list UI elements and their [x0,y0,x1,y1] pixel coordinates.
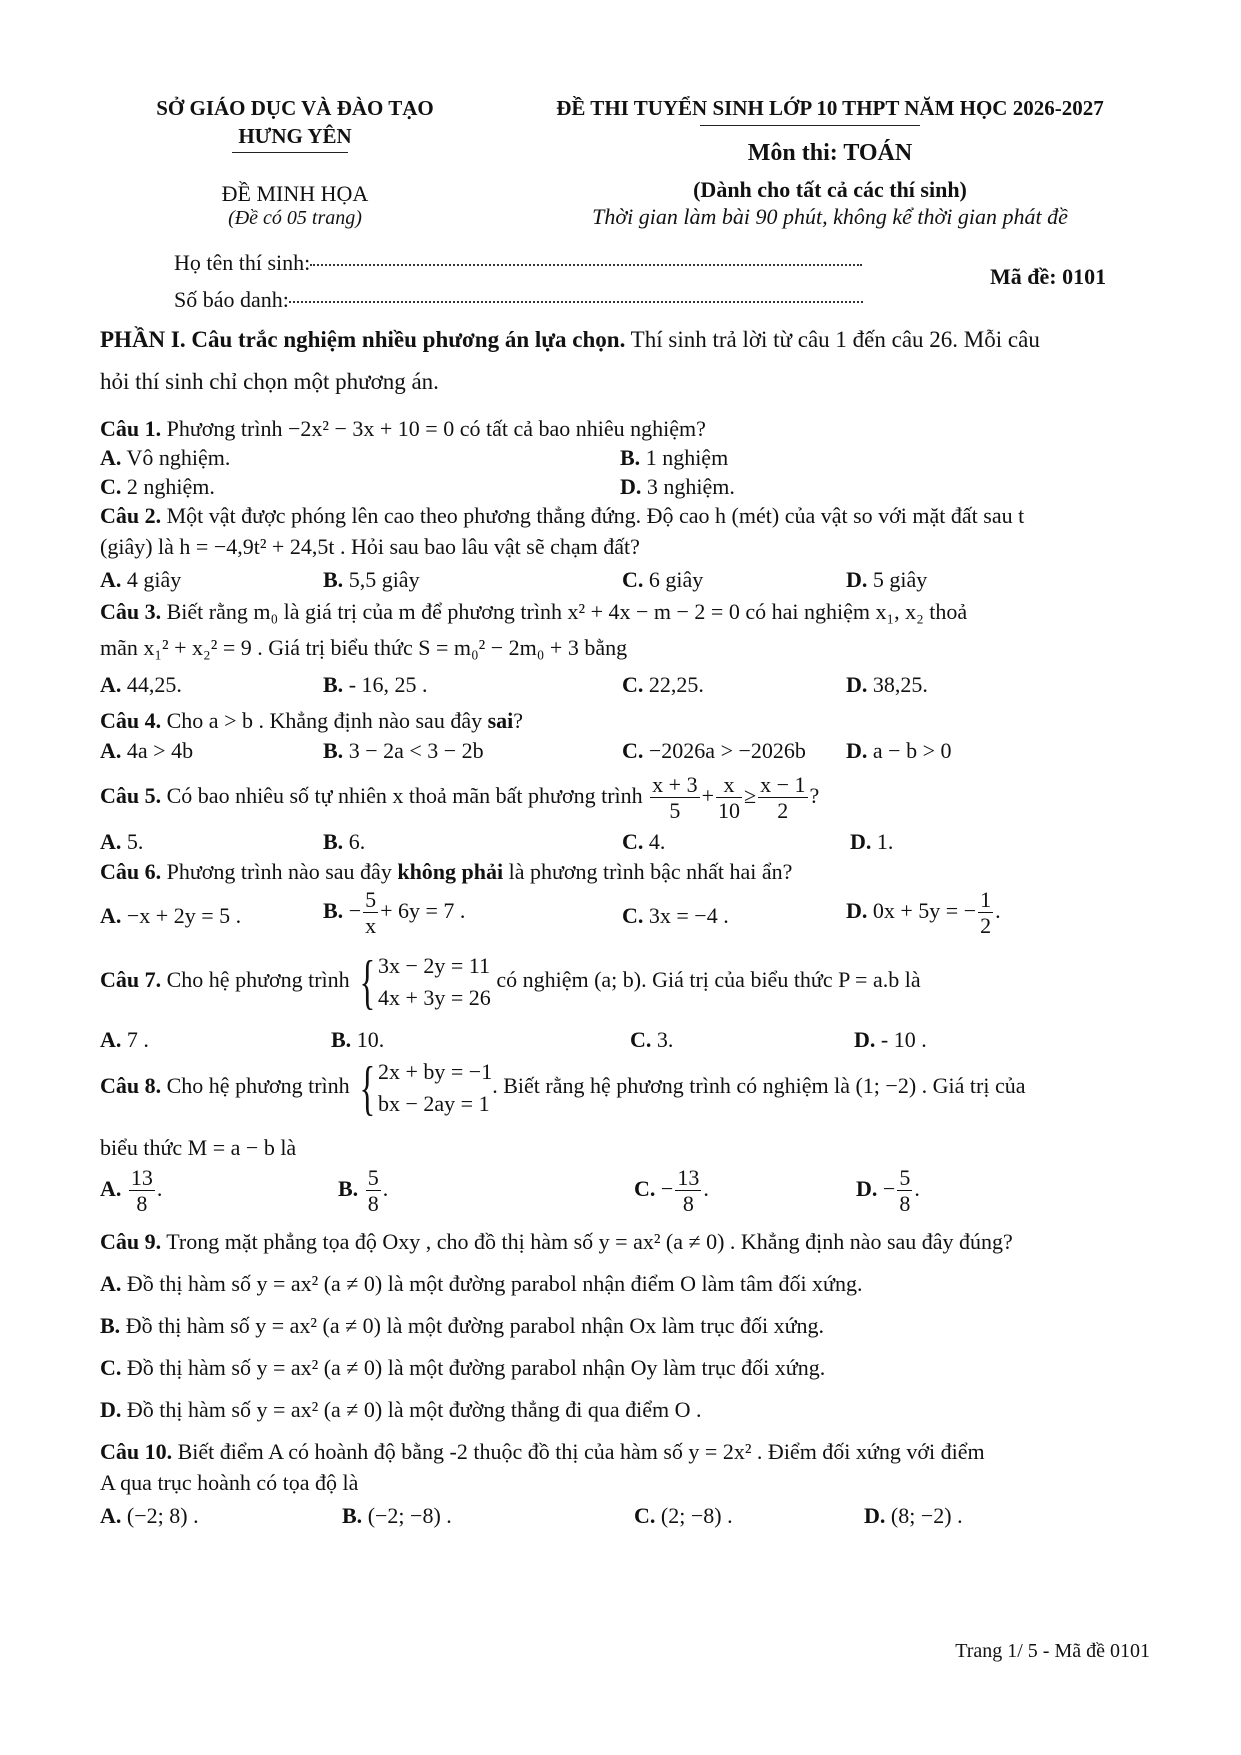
q9-option-d[interactable] [100,1397,702,1423]
q5-text: Có bao nhiêu số tự nhiên x thoả mãn bất phương trình [161,782,649,808]
title-underline [700,125,920,126]
q1-option-c[interactable] [100,474,215,500]
name-field [174,250,862,276]
option-text: 5. [126,829,144,854]
option-text: 1 nghiệm [645,445,729,470]
option-label: B. [323,672,344,697]
q6-d-post: . [995,897,1001,923]
q5-fraction-3 [758,772,807,824]
option-text: −2026a > −2026b [648,738,806,763]
option-label: C. [622,567,644,592]
sbd-label: Số báo danh: [174,287,289,312]
section-intro-line2: hỏi thí sinh chỉ chọn một phương án. [100,369,439,394]
option-label: D. [850,829,872,854]
option-text: 6 giây [648,567,704,592]
section-title: PHẦN I. Câu trắc nghiệm nhiều phương án lựa chọn. [100,327,626,352]
option-label: C. [622,672,644,697]
exam-code: Mã đề: 0101 [990,264,1107,289]
q6-d-fraction [978,887,993,939]
option-text: Đồ thị hàm số y = ax² (a ≠ 0) là một đường thẳng đi qua điểm O . [126,1397,702,1422]
option-text: (8; −2) . [890,1503,963,1528]
option-text: 5 giây [872,567,928,592]
q6-d-pre: 0x + 5y = − [872,897,977,923]
q10-line1: Biết điểm A có hoành độ bằng -2 thuộc đồ thị của hàm số y = 2x² . Điểm đối xứng với điểm [172,1439,985,1464]
q7-option-c[interactable] [630,1027,673,1053]
option-label: A. [100,445,122,470]
q5-f1-den: 5 [669,798,681,824]
question-2 [100,503,1024,529]
q10-option-a[interactable] [100,1503,199,1529]
q5-option-b[interactable] [323,829,365,855]
q6-d-den: 2 [980,913,992,939]
q3-line1: Biết rằng m₀ là giá trị của m để phương trình x² + 4x − m − 2 = 0 có hai nghiệm x₁, x₂ thoả [161,599,968,624]
q5-f2-den: 10 [718,798,740,824]
q8-b-fraction [366,1165,381,1217]
q10-line2: A qua trục hoành có tọa độ là [100,1470,359,1495]
option-label: D. [620,474,642,499]
audience-line: (Dành cho tất cả các thí sinh) [693,177,967,202]
page-footer: Trang 1/ 5 - Mã đề 0101 [955,1640,1150,1662]
option-text: 3 nghiệm. [646,474,735,499]
department-line1: SỞ GIÁO DỤC VÀ ĐÀO TẠO [156,96,434,120]
q1-equation: −2x² − 3x + 10 = 0 [287,416,455,441]
option-text: 22,25. [648,672,704,697]
question-6 [100,859,792,885]
q4-label: Câu 4. [100,708,162,733]
q5-option-c[interactable] [622,829,665,855]
q9-option-a[interactable] [100,1271,862,1297]
q5-tail: ? [809,782,820,808]
q6-d-num: 1 [980,887,992,912]
q1-label: Câu 1. [100,416,162,441]
q1-option-a[interactable] [100,445,230,471]
question-3 [100,599,1145,625]
q8-a-num: 13 [130,1165,153,1190]
q4-option-b[interactable] [323,738,484,764]
q7-option-d[interactable] [854,1027,927,1053]
question-9 [100,1229,1013,1255]
q6-bold: không phải [397,859,504,884]
q4-option-a[interactable] [100,738,193,764]
q2-option-b[interactable] [323,567,420,593]
q8-a-den: 8 [136,1191,148,1217]
sample-label: ĐỀ MINH HỌA [221,181,369,206]
option-label: D. [856,1175,878,1201]
option-label: C. [630,1027,652,1052]
question-7 [100,950,921,1014]
q2-line2: (giây) là h = −4,9t² + 24,5t . Hỏi sau bao lâu vật sẽ chạm đất? [100,534,640,559]
q9-option-c[interactable] [100,1355,825,1381]
option-label: A. [100,1503,122,1528]
q8-system [378,1056,492,1120]
option-label: D. [864,1503,886,1528]
option-label: A. [100,1027,122,1052]
option-text: 38,25. [872,672,928,697]
q8-c-num: 13 [677,1165,700,1190]
question-1 [100,416,706,442]
q4-text: Cho a > b . Khẳng định nào sau đây [161,708,488,733]
option-label: A. [100,672,122,697]
q8-c-fraction [675,1165,701,1217]
option-text: Đồ thị hàm số y = ax² (a ≠ 0) là một đường parabol nhận Oy làm trục đối xứng. [126,1355,826,1380]
q5-fraction-2 [716,772,742,824]
q6-option-c[interactable] [622,903,729,929]
option-text: 6. [348,829,366,854]
q6-b-pre: − [348,897,362,923]
q2-option-c[interactable] [622,567,703,593]
q3-label: Câu 3. [100,599,162,624]
option-label: B. [323,829,344,854]
option-label: B. [338,1175,359,1201]
option-text: 3x = −4 . [648,903,729,928]
q1-option-d[interactable] [620,474,735,500]
q8-b-num: 5 [367,1165,379,1190]
q2-option-d[interactable] [846,567,927,593]
q10-option-c[interactable] [634,1503,733,1529]
q5-f1-num: x + 3 [652,772,698,797]
option-text: (2; −8) . [660,1503,733,1528]
q4-option-d[interactable] [846,738,951,764]
option-label: B. [342,1503,363,1528]
option-text: (−2; 8) . [126,1503,199,1528]
option-label: A. [100,738,122,763]
q7-eq1: 3x − 2y = 11 [377,953,490,978]
option-label: B. [323,567,344,592]
q1-tail: có tất cả bao nhiêu nghiệm? [454,416,706,441]
option-label: C. [622,903,644,928]
q6-b-fraction [363,887,378,939]
q7-tail: có nghiệm (a; b). Giá trị của biểu thức P = a.b là [490,967,921,993]
q6-b-post: + 6y = 7 . [380,897,466,923]
sbd-dots [289,301,863,303]
q4-tail: ? [513,708,524,733]
option-label: C. [100,474,122,499]
q3-option-a[interactable] [100,672,182,698]
option-label: B. [331,1027,352,1052]
question-10 [100,1439,985,1465]
option-text: Vô nghiệm. [126,445,231,470]
option-text: (−2; −8) . [367,1503,452,1528]
exam-title: ĐỀ THI TUYỂN SINH LỚP 10 THPT NĂM HỌC 2026-2027 [556,96,1104,120]
option-text: Đồ thị hàm số y = ax² (a ≠ 0) là một đường parabol nhận điểm O làm tâm đối xứng. [126,1271,863,1296]
option-text: Đồ thị hàm số y = ax² (a ≠ 0) là một đường parabol nhận Ox làm trục đối xứng. [125,1313,825,1338]
q5-plus: + [701,782,714,808]
option-label: C. [634,1503,656,1528]
name-dots [310,264,862,266]
q8-option-c[interactable]: C. − $\frac{13}{8}$ . [634,1165,709,1217]
q6-b-den: x [365,913,377,939]
option-label: C. [100,1355,122,1380]
time-note: Thời gian làm bài 90 phút, không kể thời gian phát đề [592,204,1068,229]
q3-option-b[interactable] [323,672,428,698]
option-label: B. [100,1313,121,1338]
q8-a-fraction [129,1165,155,1217]
q8-eq2: bx − 2ay = 1 [377,1091,490,1116]
pages-note: (Đề có 05 trang) [228,207,362,229]
q3-option-c[interactable] [622,672,704,698]
q8-b-den: 8 [367,1191,379,1217]
option-label: B. [323,738,344,763]
q1-text: Phương trình [161,416,288,441]
q5-fraction-1 [650,772,699,824]
option-label: A. [100,1175,122,1201]
q5-f3-num: x − 1 [760,772,806,797]
subject-line: Môn thi: TOÁN [747,140,913,166]
q3-line2: mãn x₁² + x₂² = 9 . Giá trị biểu thức S = m₀² − 2m₀ + 3 bằng [100,635,628,660]
q5-option-d[interactable] [850,829,893,855]
q2-option-a[interactable] [100,567,181,593]
option-text: 5,5 giây [348,567,420,592]
option-label: A. [100,903,122,928]
q6-option-d[interactable] [846,887,1001,939]
q8-option-d[interactable]: D. − $\frac{5}{8}$ . [856,1165,920,1217]
q5-label: Câu 5. [100,782,162,808]
q8-tail: . Biết rằng hệ phương trình có nghiệm là (1; −2) . Giá trị của [492,1073,1026,1099]
option-text: 3 − 2a < 3 − 2b [348,738,484,763]
section-intro-text: Thí sinh trả lời từ câu 1 đến câu 26. Mỗi câu [625,327,1040,352]
option-label: A. [100,1271,122,1296]
option-text: - 10 . [880,1027,927,1052]
option-label: C. [634,1175,656,1201]
option-text: - 16, 25 . [348,672,428,697]
q7-option-b[interactable] [331,1027,384,1053]
sbd-field [174,287,863,313]
q8-c-den: 8 [682,1191,694,1217]
q5-f3-den: 2 [777,798,789,824]
option-label: C. [622,738,644,763]
q10-option-d[interactable] [864,1503,963,1529]
option-label: B. [620,445,641,470]
option-text: −x + 2y = 5 . [126,903,242,928]
q7-system [378,950,491,1014]
q7-text: Cho hệ phương trình [161,967,356,993]
q6-b-num: 5 [365,887,377,912]
q9-text: Trong mặt phẳng tọa độ Oxy , cho đồ thị hàm số y = ax² (a ≠ 0) . Khẳng định nào sau đây đúng? [161,1229,1013,1254]
name-label: Họ tên thí sinh: [174,250,311,275]
q8-option-b[interactable]: B. $\frac{5}{8}$ . [338,1165,389,1217]
q9-option-b[interactable] [100,1313,824,1339]
option-text: 7 . [126,1027,149,1052]
q7-option-a[interactable] [100,1027,149,1053]
q8-d-num: 5 [899,1165,911,1190]
q7-eq2: 4x + 3y = 26 [377,985,491,1010]
q6-label: Câu 6. [100,859,162,884]
option-text: a − b > 0 [872,738,952,763]
option-text: 4. [648,829,666,854]
option-label: B. [323,897,344,923]
option-text: 4a > 4b [126,738,194,763]
option-label: D. [846,738,868,763]
option-text: 44,25. [126,672,182,697]
option-label: D. [846,567,868,592]
q3-option-d[interactable] [846,672,928,698]
q10-option-b[interactable] [342,1503,452,1529]
q8-option-a[interactable]: A. $\frac{13}{8}$ . [100,1165,163,1217]
option-text: 3. [656,1027,674,1052]
option-label: D. [854,1027,876,1052]
q7-label: Câu 7. [100,967,162,993]
q5-ge: ≥ [744,782,757,808]
q6-text: Phương trình nào sau đây [161,859,398,884]
section-intro [100,327,1040,353]
q4-bold: sai [487,708,514,733]
q8-brace: { [359,1055,376,1121]
department-line2: HƯNG YÊN [238,124,352,148]
option-label: D. [846,897,868,923]
q7-brace: { [359,949,376,1015]
option-label: A. [100,829,122,854]
option-label: D. [846,672,868,697]
question-5 [100,772,819,824]
q6-tail: là phương trình bậc nhất hai ẩn? [503,859,793,884]
q6-option-a[interactable] [100,903,241,929]
q8-line2: biểu thức M = a − b là [100,1135,297,1160]
q8-d-fraction [897,1165,912,1217]
question-8 [100,1056,1026,1120]
option-label: D. [100,1397,122,1422]
department-underline [232,152,348,153]
q6-option-b[interactable] [323,887,465,939]
option-label: A. [100,567,122,592]
q8-d-den: 8 [899,1191,911,1217]
option-label: C. [622,829,644,854]
q5-f2-num: x [716,772,742,798]
q8-text: Cho hệ phương trình [161,1073,356,1099]
question-4 [100,708,523,734]
q10-label: Câu 10. [100,1439,173,1464]
option-text: 4 giây [126,567,182,592]
q4-option-c[interactable] [622,738,806,764]
option-text: 2 nghiệm. [126,474,215,499]
q9-label: Câu 9. [100,1229,162,1254]
q5-option-a[interactable] [100,829,143,855]
q8-label: Câu 8. [100,1073,162,1099]
q1-option-b[interactable] [620,445,728,471]
option-text: 1. [876,829,894,854]
q2-line1: Một vật được phóng lên cao theo phương thẳng đứng. Độ cao h (mét) của vật so với mặt đất sau t [161,503,1025,528]
q2-label: Câu 2. [100,503,162,528]
q8-eq1: 2x + by = −1 [377,1059,493,1084]
option-text: 10. [356,1027,385,1052]
